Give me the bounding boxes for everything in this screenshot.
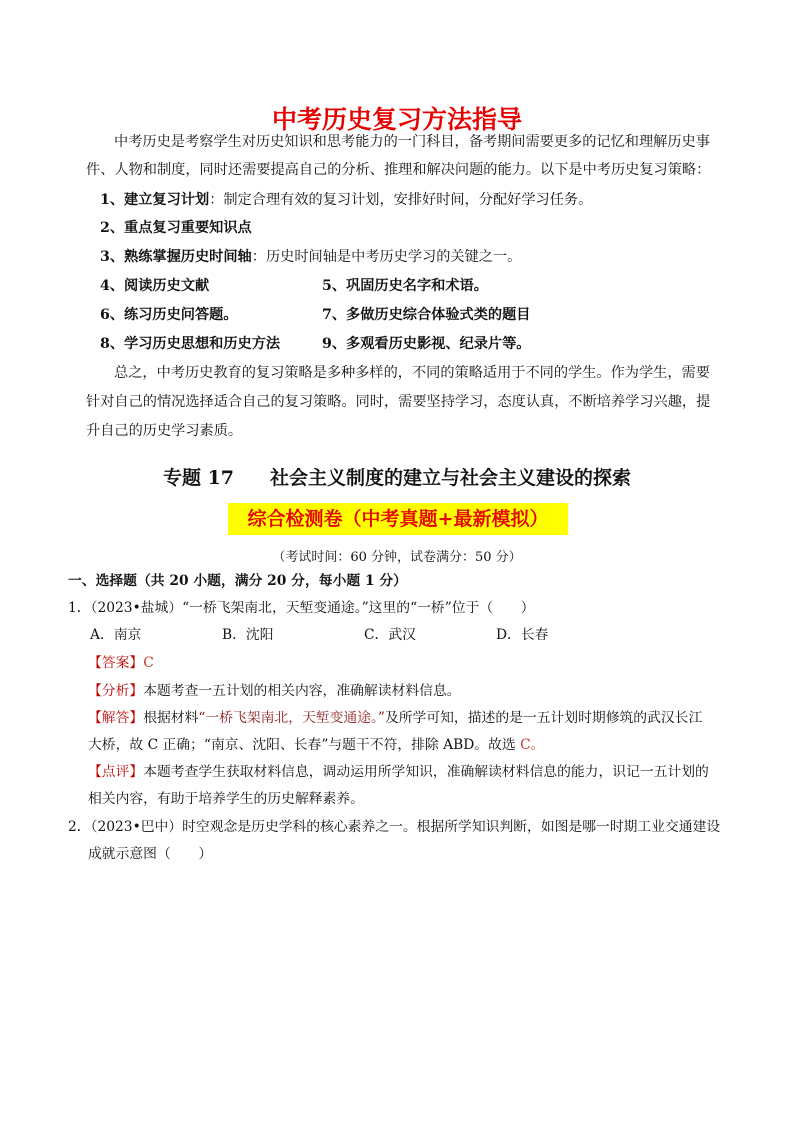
solution-quote: “一桥飞架南北，天堑变通途。” <box>198 710 385 726</box>
solution-line2-text: 大桥，故 C 正确；“南京、沈阳、长春”与题干不符，排除 ABD。故选 <box>88 737 521 753</box>
strategy-item-3-label: 3、熟练掌握历史时间轴 <box>100 249 252 265</box>
q1-solution-line-2 <box>88 732 544 759</box>
q1-solution-line-1 <box>88 705 702 732</box>
strategy-item-5: 5、巩固历史名字和术语。 <box>322 278 488 294</box>
solution-text-b: 及所学可知，描述的是一五计划时期修筑的武汉长江 <box>384 710 703 726</box>
q1-comment-line-2: 相关内容，有助于培养学生的历史解释素养。 <box>88 791 364 807</box>
q1-analysis <box>88 678 461 705</box>
comment-text: 本题考查学生获取材料信息，调动运用所学知识，准确解读材料信息的能力，识记一五计划的 <box>143 764 709 780</box>
intro-line-2: 件、人物和制度，同时还需要提高自己的分析、推理和解决问题的能力。以下是中考历史复习策略： <box>86 162 711 178</box>
summary-line-3: 升自己的历史学习素质。 <box>86 423 243 439</box>
analysis-tag: 【分析】 <box>88 683 144 699</box>
strategy-item-6: 6、练习历史问答题。 <box>100 307 238 323</box>
q1-stem: 1．（2023•盐城）“一桥飞架南北，天堑变通途。”这里的“一桥”位于（ ） <box>68 600 535 616</box>
strategy-item-2: 2、重点复习重要知识点 <box>100 220 252 236</box>
exam-banner <box>228 503 568 535</box>
strategy-item-7: 7、多做历史综合体验式类的题目 <box>322 307 531 323</box>
solution-line2-choice: C。 <box>520 737 545 753</box>
q1-option-c: C．武汉 <box>364 627 416 643</box>
strategy-item-1 <box>100 186 592 214</box>
q2-stem-line-2: 成就示意图（ ） <box>88 846 213 862</box>
topic-name: 社会主义制度的建立与社会主义建设的探索 <box>270 467 632 489</box>
strategy-item-8: 8、学习历史思想和历史方法 <box>100 336 281 352</box>
solution-tag: 【解答】 <box>88 710 144 726</box>
summary-line-2: 针对自己的情况选择适合自己的复习策略。同时，需要坚持学习，态度认真，不断培养学习兴趣，提 <box>86 394 711 410</box>
strategy-item-1-label: 1、建立复习计划 <box>100 192 210 208</box>
intro-line-1: 中考历史是考察学生对历史知识和思考能力的一门科目，备考期间需要更多的记忆和理解历史事 <box>114 134 710 150</box>
section-heading: 一、选择题（共 20 小题，满分 20 分，每小题 1 分） <box>68 573 407 589</box>
topic-heading <box>0 463 794 490</box>
exam-info: （考试时间：60 分钟，试卷满分：50 分） <box>272 550 522 565</box>
q1-option-d: D．长春 <box>496 627 549 643</box>
strategy-item-9: 9、多观看历史影视、纪录片等。 <box>322 336 531 352</box>
q1-option-b: B．沈阳 <box>222 627 274 643</box>
strategy-item-3-text: ：历史时间轴是中考历史学习的关键之一。 <box>251 249 522 265</box>
strategy-item-4: 4、阅读历史文献 <box>100 278 210 294</box>
q1-option-a: A．南京 <box>90 627 142 643</box>
answer-value: C <box>143 655 154 671</box>
q2-stem-line-1: 2．（2023•巴中）时空观念是历史学科的核心素养之一。根据所学知识判断，如图是哪一时期工业交通建设 <box>68 819 721 835</box>
answer-tag: 【答案】 <box>88 655 144 671</box>
exam-banner-text: 综合检测卷（中考真题+最新模拟） <box>247 508 549 530</box>
guide-title: 中考历史复习方法指导 <box>271 105 522 134</box>
strategy-item-1-text: ：制定合理有效的复习计划，安排好时间，分配好学习任务。 <box>209 192 593 208</box>
comment-tag: 【点评】 <box>88 764 144 780</box>
summary-line-1: 总之，中考历史教育的复习策略是多种多样的，不同的策略适用于不同的学生。作为学生，需要 <box>114 365 710 381</box>
q1-answer <box>88 650 154 677</box>
topic-number: 专题 17 <box>162 467 235 489</box>
strategy-item-3 <box>100 243 521 271</box>
solution-text-a: 根据材料 <box>143 710 199 726</box>
q1-comment-line-1 <box>88 759 709 786</box>
analysis-text: 本题考查一五计划的相关内容，准确解读材料信息。 <box>143 683 461 699</box>
